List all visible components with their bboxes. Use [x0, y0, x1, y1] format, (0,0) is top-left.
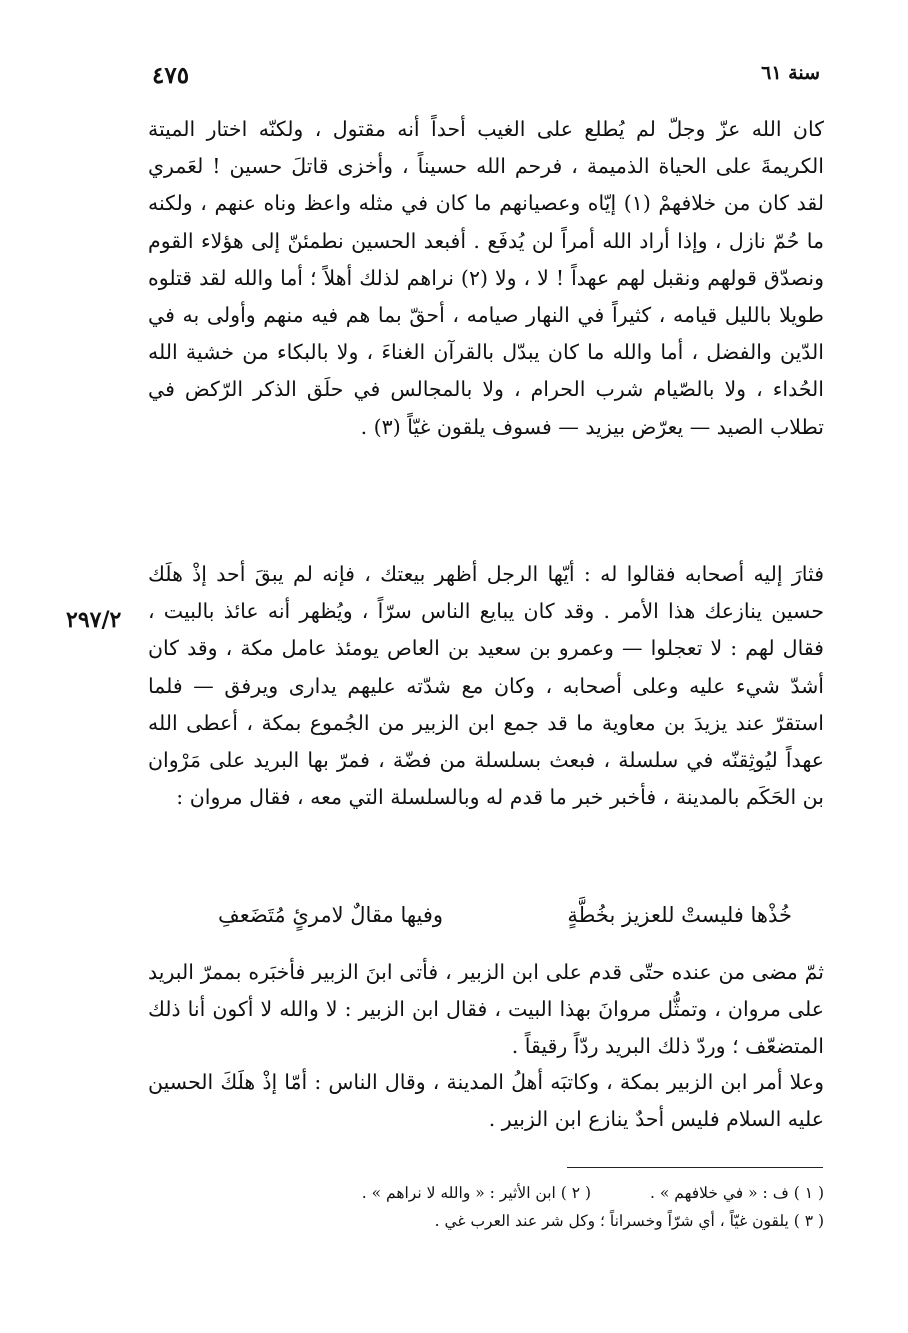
paragraph-1	[148, 111, 824, 446]
paragraph-3	[148, 954, 824, 1066]
verse-hemistich-1: خُذْها فليستْ للعزيز بخُطَّةٍ	[567, 903, 792, 927]
verse-hemistich-2: وفيها مقالٌ لامرئٍ مُتَضَعفِ	[218, 903, 444, 927]
footnote-line	[362, 1184, 824, 1208]
footnote-2: ( ٢ ) ابن الأثير : « والله لا نراهم » .	[361, 1184, 592, 1202]
page-number: ٤٧٥	[152, 62, 190, 89]
footnote-1: ( ١ ) ف : « في خلافهم » .	[650, 1184, 824, 1202]
paragraph-2	[148, 556, 824, 816]
footnote-3: ( ٣ ) يلقون غيّاً ، أي شرّاً وخسراناً ؛ وكل شر عند العرب غي .	[434, 1212, 824, 1230]
footnote-separator	[567, 1167, 823, 1168]
running-header-year: سنة ٦١	[761, 62, 820, 84]
paragraph-text: وعلا أمر ابن الزبير بمكة ، وكاتبَه أهلُ المدينة ، وقال الناس : أمّا إذْ هلَكَ الحسين عليه السلام فليس أحدٌ ينازع ابن الزبير .	[148, 1070, 824, 1132]
paragraph-4	[148, 1064, 824, 1138]
paragraph-text: فثارَ إليه أصحابه فقالوا له : أيّها الرجل أظهر بيعتك ، فإنه لم يبقَ أحد إذْ هلَك حسين ينازعك هذا الأمر . وقد كان يبايع الناس سرّاً ، ويُظهر أنه عائذ بالبيت ، فقال لهم : لا تعجلوا — وعمرو بن سعيد بن العاص يومئذ عامل مكة ، وقد كان أشدّ شيء عليه وعلى أصحابه ، وكان مع شدّته عليهم يدارى ويرفق — فلما استقرّ عند يزيدَ بن معاوية ما قد جمع ابن الزبير من الجُموع بمكة ، أعطى الله عهداً ليُوثِقنّه في سلسلة ، فبعث بسلسلة من فضّة ، فمرّ بها البريد على مَرْوان بن الحَكَم بالمدينة ، فأخبر خبر ما قدم له وبالسلسلة التي معه ، فقال مروان :	[148, 562, 824, 810]
paragraph-text: ثمّ مضى من عنده حتّى قدم على ابن الزبير ، فأتى ابنَ الزبير فأخبَره بممرّ البريد على مروان ، وتمثُّل مروانَ بهذا البيت ، فقال ابن الزبير : لا والله لا أكون أنا ذلك المتضعّف ؛ وردّ ذلك البريد ردّاً رقيقاً .	[148, 960, 824, 1059]
margin-reference: ٢٩٧/٢	[66, 607, 122, 633]
footnote-line	[435, 1212, 824, 1236]
paragraph-text: كان الله عزّ وجلّ لم يُطلع على الغيب أحداً أنه مقتول ، ولكنّه اختار الميتة الكريمةَ على الحياة الذميمة ، فرحم الله حسيناً ، وأخزى قاتلَ حسين ! لعَمري لقد كان من خلافهمْ (١) إيّاه وعصيانهم ما كان في مثله واعظ وناه عنهم ، ولكنه ما حُمّ نازل ، وإذا أراد الله أمراً لن يُدفَع . أفبعد الحسين نطمئنّ إلى هؤلاء القوم ونصدّق قولهم ونقبل لهم عهداً ! لا ، ولا (٢) نراهم لذلك أهلاً ؛ أما والله لقد قتلوه طويلا بالليل قيامه ، كثيراً في النهار صيامه ، أحقّ بما هم فيه منهم وأولى به في الدّين والفضل ، أما والله ما كان يبدّل بالقرآن الغناءَ ، ولا بالبكاء من خشية الله الحُداء ، ولا بالصّيام شرب الحرام ، ولا بالمجالس في حلَق الذكر الرّكض في تطلاب الصيد — يعرّض بيزيد — فسوف يلقون غيّاً (٣) .	[148, 117, 824, 439]
poetry-verse	[148, 903, 824, 943]
